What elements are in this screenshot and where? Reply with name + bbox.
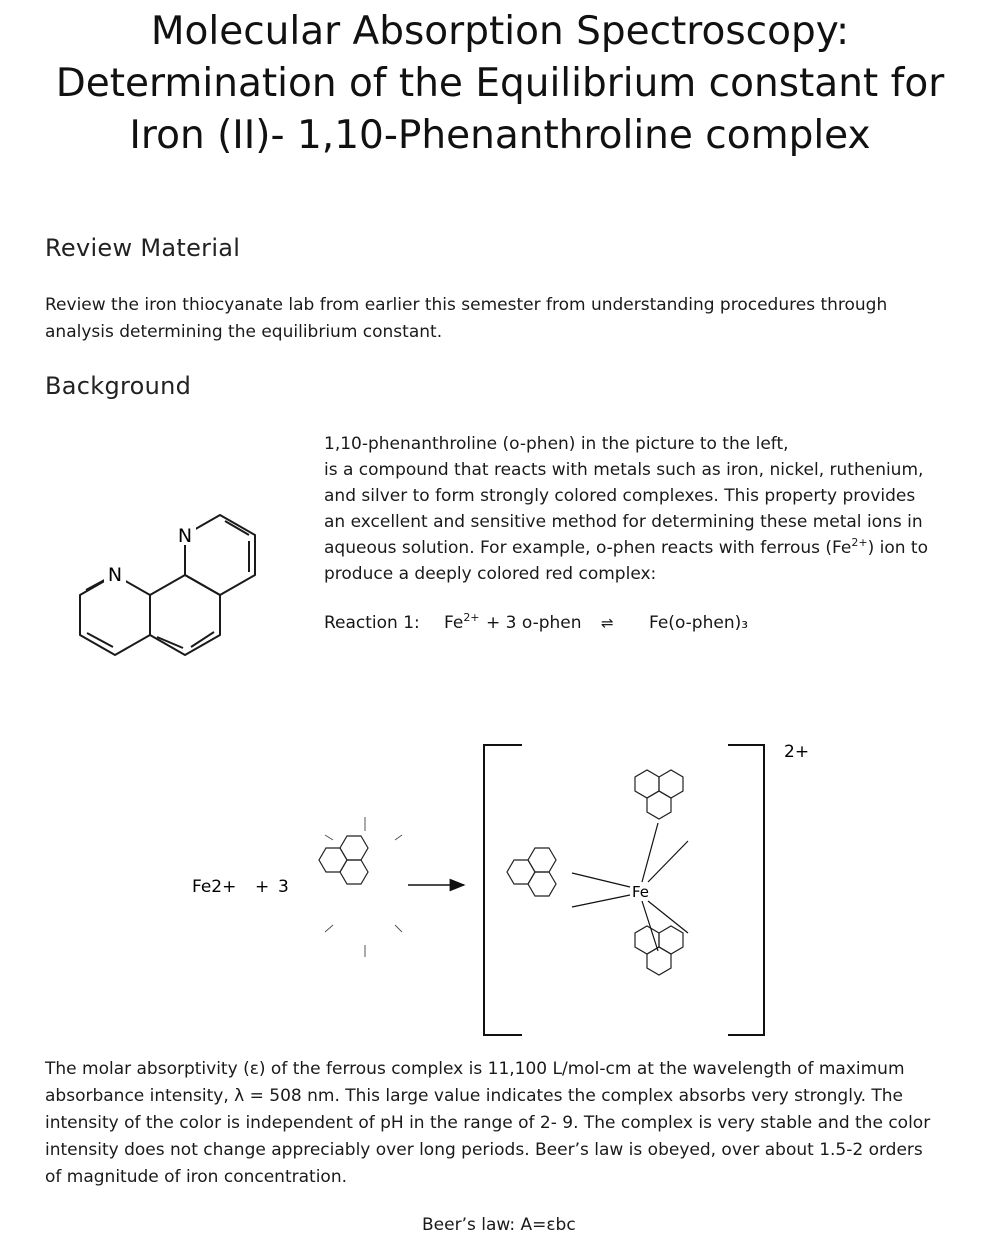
background-line-6: produce a deeply colored red complex: xyxy=(324,564,657,584)
reaction-product: Fe(o-phen)₃ xyxy=(649,613,749,633)
molar-paragraph xyxy=(45,1056,930,1191)
ligand-top xyxy=(635,770,683,819)
ligand-left xyxy=(507,848,556,896)
molar-line-2: absorbance intensity, λ = 508 nm. This large value indicates the complex absorbs very strongly. The xyxy=(45,1086,904,1106)
background-line-2: is a compound that reacts with metals such as iron, nickel, ruthenium, xyxy=(324,460,924,480)
molar-line-5: of magnitude of iron concentration. xyxy=(45,1167,347,1187)
molar-line-4: intensity does not change appreciably over long periods. Beer’s law is obeyed, over about 1.5-2 orders xyxy=(45,1140,923,1160)
page-title xyxy=(0,6,1000,162)
reaction-phen: + 3 o-phen xyxy=(486,613,582,633)
complex-brackets xyxy=(484,745,764,1035)
background-line-1: 1,10-phenanthroline (o-phen) in the picture to the left, xyxy=(324,434,789,454)
equilibrium-arrow-icon: ⇌ xyxy=(601,614,614,632)
reaction-reactant: $Fe^{2+}$ xyxy=(444,611,480,633)
nitrogen-label-top: N xyxy=(177,525,193,547)
background-line-4: an excellent and sensitive method for determining these metal ions in xyxy=(324,512,923,532)
review-line-1: Review the iron thiocyanate lab from earlier this semester from understanding procedures through xyxy=(45,295,888,315)
title-line-1: Molecular Absorption Spectroscopy: xyxy=(150,9,850,54)
review-paragraph xyxy=(45,292,887,346)
review-line-2: analysis determining the equilibrium constant. xyxy=(45,322,443,342)
ligand-bottom xyxy=(635,926,683,975)
coefficient-label: 3 xyxy=(278,877,289,897)
title-line-2: Determination of the Equilibrium constant for xyxy=(55,61,945,106)
background-paragraph xyxy=(324,431,928,587)
iron-center-label: Fe xyxy=(632,883,650,901)
title-line-3: Iron (II)- 1,10-Phenanthroline complex xyxy=(129,113,871,158)
reaction-1 xyxy=(324,613,748,633)
plus-sign: + xyxy=(255,877,270,897)
nitrogen-label-left: N xyxy=(107,564,123,586)
phenanthroline-structure xyxy=(60,490,300,690)
background-heading: Background xyxy=(45,372,192,400)
complex-charge-label: 2+ xyxy=(784,742,810,762)
reaction-label: Reaction 1: xyxy=(324,613,420,633)
background-line-3: and silver to form strongly colored complexes. This property provides xyxy=(324,486,916,506)
molar-line-1: The molar absorptivity (ε) of the ferrous complex is 11,100 L/mol-cm at the wavelength of maximum xyxy=(45,1059,905,1079)
review-heading: Review Material xyxy=(45,234,241,262)
beers-law: Beer’s law: A=εbc xyxy=(422,1215,576,1235)
o-phen-molecule xyxy=(319,836,368,884)
complex-formation-diagram xyxy=(180,735,820,1045)
ferrous-ion-label: Fe2+ xyxy=(192,877,237,897)
background-line-5: aqueous solution. For example, o-phen reacts with ferrous $(Fe^{2+})$ ion to xyxy=(324,536,928,558)
molar-line-3: intensity of the color is independent of pH in the range of 2- 9. The complex is very stable and the color xyxy=(45,1113,931,1133)
